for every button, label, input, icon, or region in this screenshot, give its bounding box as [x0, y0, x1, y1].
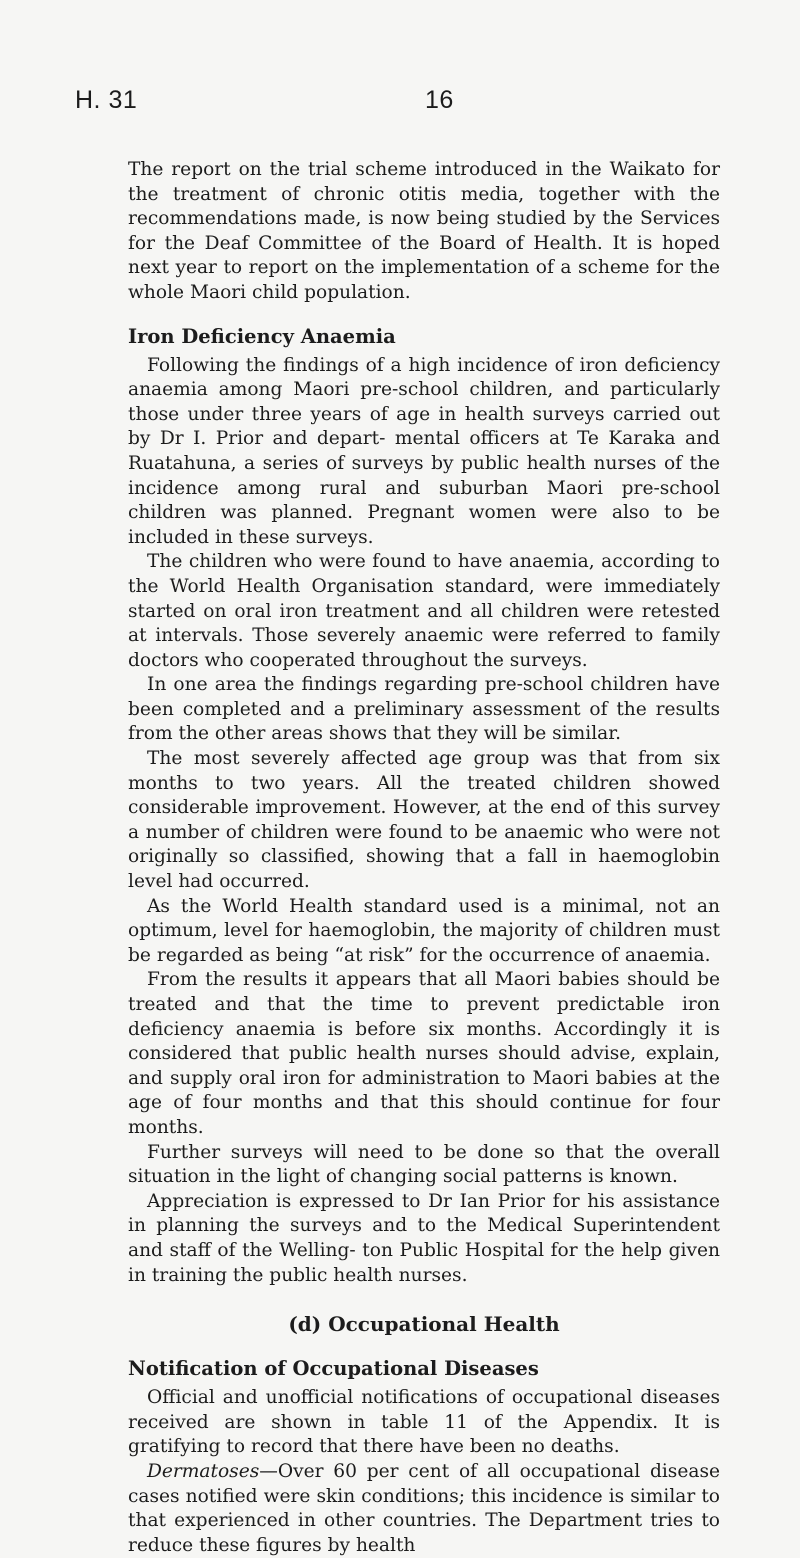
iron-paragraph-2: The children who were found to have anaemia, according to the World Health Organisation standard, were immediately started on oral iron treatment and all children were retested at intervals. Those severely anaemic were referred to family doctors who cooperated throughout the surveys.: [128, 551, 720, 671]
dermatoses-label: Dermatoses: [147, 1460, 260, 1482]
document-code: H. 31: [75, 86, 138, 114]
iron-paragraph-1: Following the findings of a high incidence of iron deficiency anaemia among Maori pre-school children, and particularly those under three years of age in health surveys carried out by Dr I. Prior and depart- mental officers at Te Karaka and Ruatahuna, a series of surveys by public health nurses of the incidence among rural and suburban Maori pre-school children was planned. Pregnant women were also to be included in these surveys.: [128, 354, 720, 548]
notification-paragraph: Official and unofficial notifications of occupational diseases received are shown in table 11 of the Appendix. It is gratifying to record that there have been no deaths.: [128, 1387, 720, 1458]
iron-paragraph-7: Further surveys will need to be done so that the overall situation in the light of changing social patterns is known.: [128, 1141, 720, 1188]
iron-paragraph-6: From the results it appears that all Maori babies should be treated and that the time to prevent predictable iron deficiency anaemia is before six months. Accordingly it is considered that public health nurses should advise, explain, and supply oral iron for administration to Maori babies at the age of four months and that this should continue for four months.: [128, 969, 720, 1138]
iron-paragraph-3: In one area the findings regarding pre-school children have been completed and a preliminary assessment of the results from the other areas shows that they will be similar.: [128, 674, 720, 745]
iron-deficiency-heading: Iron Deficiency Anaemia: [128, 324, 396, 348]
iron-paragraph-5: As the World Health standard used is a minimal, not an optimum, level for haemoglobin, the majority of children must be regarded as being “at risk” for the occurrence of anaemia.: [128, 895, 720, 966]
dermatoses-paragraph: [128, 1460, 720, 1558]
dermatoses-text: —Over 60 per cent of all occupational disease cases notified were skin conditions; this incidence is similar to that experienced in other countries. The Department tries to reduce these figures by health: [128, 1460, 720, 1556]
intro-paragraph: The report on the trial scheme introduced in the Waikato for the treatment of chronic otitis media, together with the recommendations made, is now being studied by the Services for the Deaf Committee of the Board of Health. It is hoped next year to report on the implementation of a scheme for the whole Maori child population.: [128, 159, 720, 303]
occupational-health-heading: (d) Occupational Health: [288, 1312, 560, 1337]
iron-paragraph-4: The most severely affected age group was that from six months to two years. All the treated children showed considerable improvement. However, at the end of this survey a number of children were found to be anaemic who were not originally so classified, showing that a fall in haemoglobin level had occurred.: [128, 748, 720, 893]
page-number: 16: [425, 86, 454, 114]
iron-paragraph-8: Appreciation is expressed to Dr Ian Prior for his assistance in planning the surveys and to the Medical Superintendent and staff of the Welling- ton Public Hospital for the help given in training the public health nurses.: [128, 1190, 720, 1286]
page-body: [128, 158, 720, 1558]
notification-heading: Notification of Occupational Diseases: [128, 1357, 539, 1381]
